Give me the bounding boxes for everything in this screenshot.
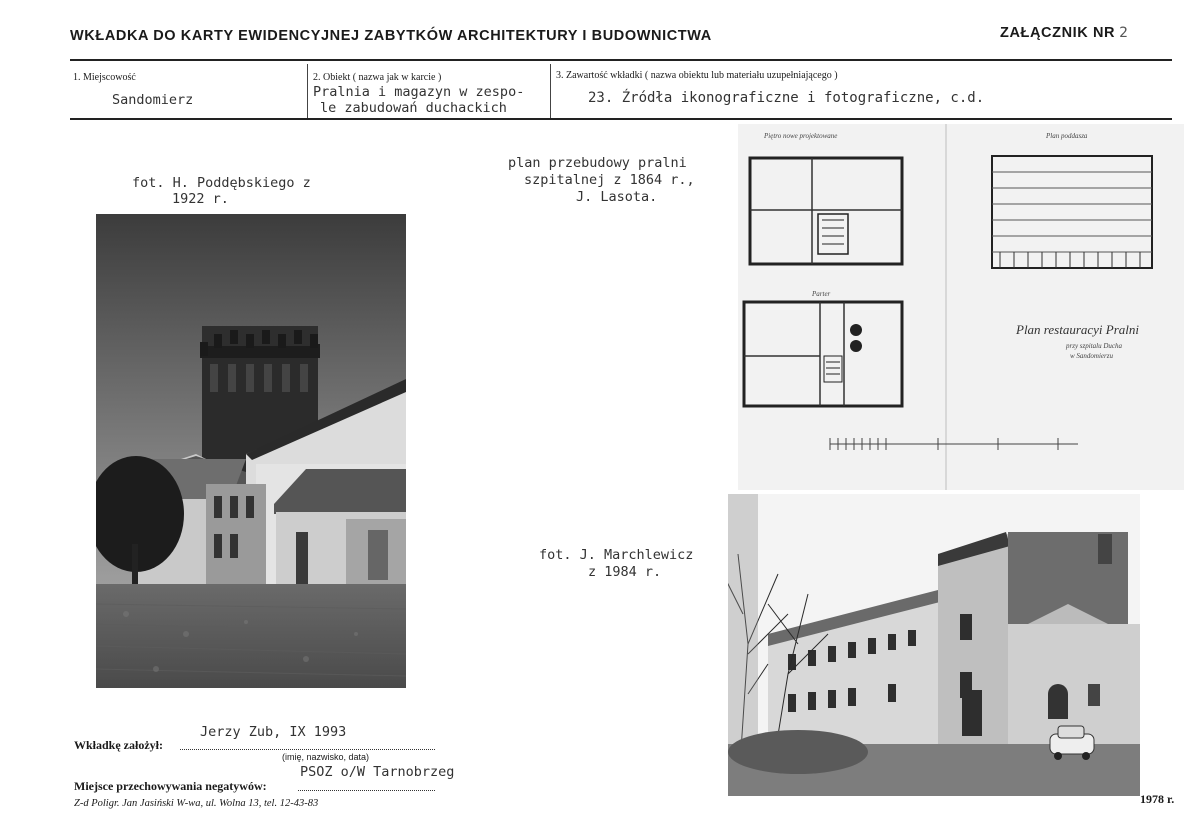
created-hint: (imię, nazwisko, data): [282, 752, 370, 762]
field-divider-2: [550, 64, 551, 118]
plan-title-line1: Plan restauracyi Pralni: [1016, 322, 1140, 337]
architectural-plan-1864: [738, 124, 1184, 490]
object-value-line2: le zabudowań duchackich: [320, 100, 507, 116]
plan-caption-line3: J. Lasota.: [576, 189, 658, 205]
content-label: 3. Zawartość wkładki ( nazwa obiektu lub materiału uzupełniającego ): [556, 70, 838, 81]
plan-top-right-heading: Plan poddasza: [1046, 132, 1088, 140]
photo2-caption-line1: fot. J. Marchlewicz: [539, 547, 694, 563]
plan-caption-line1: plan przebudowy pralni: [508, 155, 687, 171]
form-title: WKŁADKA DO KARTY EWIDENCYJNEJ ZABYTKÓW ARCHITEKTURY I BUDOWNICTWA: [70, 28, 712, 44]
header-top-rule: [70, 59, 1172, 61]
field-divider-1: [307, 64, 308, 118]
created-value: Jerzy Zub, IX 1993: [200, 724, 347, 740]
photo1-caption-line1: fot. H. Poddębskiego z: [132, 175, 311, 191]
created-dotted-line: [180, 749, 435, 750]
photo-1922-tower: [96, 214, 406, 688]
photo1-caption-line2: 1922 r.: [172, 191, 229, 207]
printer-imprint: Z-d Poligr. Jan Jasiński W-wa, ul. Wolna 13, tel. 12-43-83: [74, 798, 319, 809]
place-label: 1. Miejscowość: [73, 72, 136, 83]
negatives-label: Miejsce przechowywania negatywów:: [74, 779, 267, 793]
annex-number: 2: [1119, 25, 1129, 41]
object-label: 2. Obiekt ( nazwa jak w karcie ): [313, 72, 442, 83]
negatives-value: PSOZ o/W Tarnobrzeg: [300, 764, 455, 780]
photo-1984-building: [728, 494, 1140, 796]
plan-title-line3: w Sandomierzu: [1070, 352, 1113, 360]
created-label: Wkładkę założył:: [74, 738, 163, 752]
plan-top-left-heading: Piętro nowe projektowane: [764, 132, 838, 140]
negatives-dotted-line: [298, 790, 435, 791]
photo-year-1978: 1978 r.: [1140, 792, 1175, 806]
plan-title-line2: przy szpitalu Ducha: [1066, 342, 1122, 350]
place-value: Sandomierz: [112, 92, 194, 108]
plan-caption-line2: szpitalnej z 1864 r.,: [524, 172, 695, 188]
photo2-caption-line2: z 1984 r.: [588, 564, 662, 580]
plan-ground-heading: Parter: [812, 290, 831, 298]
annex-label: [1000, 25, 1128, 41]
header-bottom-rule: [70, 118, 1172, 120]
content-value: 23. Źródła ikonograficzne i fotograficzne, c.d.: [588, 90, 985, 106]
object-value-line1: Pralnia i magazyn w zespo-: [313, 84, 525, 100]
annex-label-text: ZAŁĄCZNIK NR: [1000, 25, 1116, 41]
